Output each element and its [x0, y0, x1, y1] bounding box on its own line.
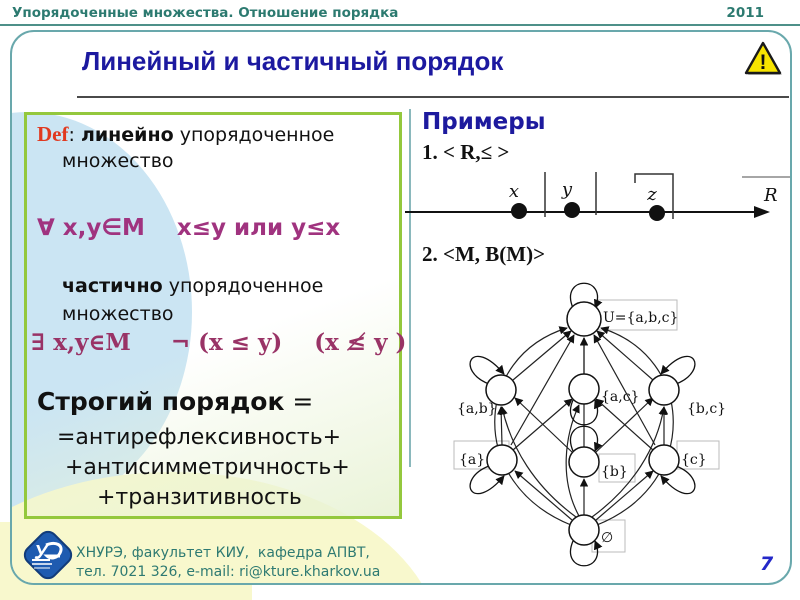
label-b: {b} — [601, 464, 628, 480]
strict-line-3: +транзитивность — [97, 485, 302, 510]
definition-line-1 — [37, 122, 334, 147]
linearly-bold: линейно — [80, 124, 174, 146]
formula-linear: ∀ x,y∈M x≤y или y≤x — [37, 215, 341, 241]
year-label: 2011 — [726, 5, 764, 21]
node-c — [649, 445, 679, 475]
point-x — [511, 203, 527, 219]
logo-glyph: У — [34, 542, 48, 564]
node-empty — [569, 515, 599, 545]
page-title: Линейный и частичный порядок — [82, 46, 504, 76]
definition-box — [24, 112, 407, 519]
linearly-rest: упорядоченное — [173, 124, 335, 146]
node-b — [569, 447, 599, 477]
node-a — [487, 445, 517, 475]
strict-order-title — [37, 387, 313, 416]
set-word-2: множество — [62, 303, 174, 325]
label-a: {a} — [459, 452, 486, 468]
example-1-label: 1. < R,≤ > — [422, 140, 510, 164]
breadcrumb: Упорядоченные множества. Отношение порядка — [12, 5, 399, 21]
point-y-label: y — [561, 179, 573, 200]
strict-order-bold: Строгий порядок — [37, 387, 285, 416]
node-ac — [569, 374, 599, 404]
warning-exclamation: ! — [759, 51, 767, 74]
def-label: Def — [37, 122, 69, 146]
header-rule — [0, 24, 800, 26]
axis-r-label: R — [764, 185, 778, 206]
point-x-label: x — [508, 181, 520, 202]
node-universe — [567, 302, 601, 336]
label-c: {c} — [681, 452, 707, 468]
strict-order-eq: = — [284, 387, 314, 416]
footer-line-2: тел. 7021 326, e-mail: ri@kture.kharkov.ua — [76, 564, 381, 580]
point-y — [564, 202, 580, 218]
strict-line-1: =антирефлексивность+ — [57, 425, 342, 450]
definition-line-3 — [62, 275, 323, 297]
page-number: 7 — [760, 553, 774, 575]
node-bc — [649, 375, 679, 405]
label-universe: U={a,b,c} — [603, 310, 679, 326]
column-divider — [409, 109, 411, 467]
footer-contacts — [76, 544, 380, 582]
point-z — [649, 205, 665, 221]
def-colon: : — [68, 124, 81, 146]
partially-rest: упорядоченное — [162, 275, 324, 297]
axis-arrowhead — [754, 206, 770, 218]
label-ab: {a,b} — [457, 401, 497, 417]
footer-line-1: ХНУРЭ, факультет КИУ, кафедра АПВТ, — [76, 545, 370, 561]
number-line-figure — [402, 167, 792, 242]
set-word: множество — [62, 150, 174, 172]
strict-line-2: +антисимметричность+ — [65, 455, 350, 480]
powerset-relation-graph — [427, 273, 779, 585]
example-2-label: 2. <M, B(M)> — [422, 242, 546, 266]
label-ac: {a,c} — [601, 389, 640, 405]
title-rule — [77, 96, 789, 98]
label-bc: {b,c} — [687, 401, 727, 417]
formula-partial: ∃ x,y∈M ¬ (x ≤ y) (x ≰ y ) — [31, 329, 407, 356]
graph-nodes — [486, 302, 679, 545]
point-z-label: z — [647, 184, 657, 205]
partially-bold: частично — [62, 275, 163, 297]
label-empty: ∅ — [601, 530, 614, 546]
slide-frame — [10, 30, 792, 585]
examples-title: Примеры — [422, 109, 546, 135]
khnure-logo — [20, 527, 76, 583]
warning-icon — [744, 40, 784, 78]
